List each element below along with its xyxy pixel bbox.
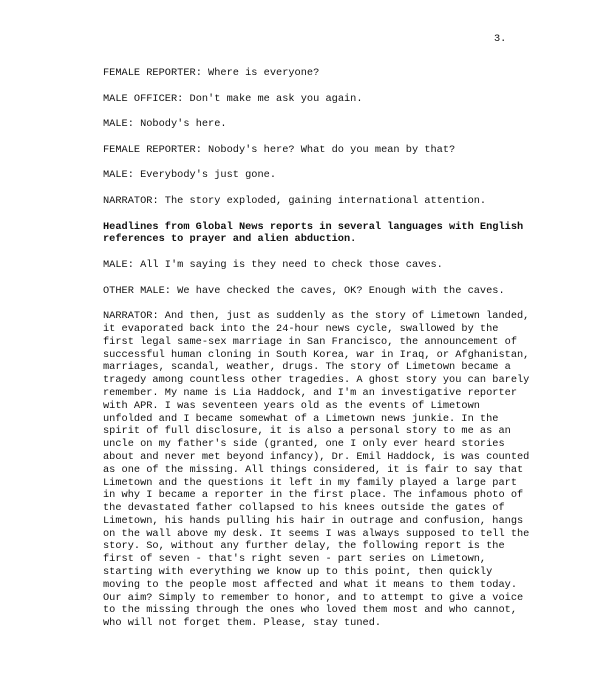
script-body [103, 67, 533, 630]
speaker-name: NARRATOR : [103, 195, 165, 207]
dialogue-line [103, 169, 533, 182]
dialogue-text: Where is everyone? [208, 67, 320, 79]
speaker-name: MALE OFFICER : [103, 93, 190, 105]
dialogue-text: Don't make me ask you again. [189, 92, 363, 105]
speaker-name: MALE : [103, 118, 140, 130]
dialogue-line [103, 67, 533, 80]
stage-direction: Headlines from Global News reports in several languages with English references to prayer and alien abduction. [103, 220, 524, 246]
speaker-name: NARRATOR : [103, 310, 165, 322]
dialogue-line [103, 259, 533, 272]
dialogue-line [103, 195, 533, 208]
dialogue-text: The story exploded, gaining international attention. [164, 194, 487, 207]
dialogue-text: Everybody's just gone. [140, 169, 277, 182]
dialogue-text: And then, just as suddenly as the story of Limetown landed, it evaporated back into the 24-hour news cycle, swallowed by the first legal same-sex marriage in San Francisco, the announcement of successful human cloning in South Korea, war in Iraq, or Afghanistan, marriages, scandal, weather, drugs. The story of Limetown became a tragedy among countless other tragedies. A ghost story you can barely remember. My name is Lia Haddock, and I'm an investigative reporter with APR. I was seventeen years old as the events of Limetown unfolded and I became somewhat of a Limetown news junkie. In the spirit of full disclosure, it is also a personal story to me as an uncle on my father's side (granted, one I only ever heard stories about and never met beyond infancy), Dr. Emil Haddock, is was counted as one of the missing. All things considered, it is fair to say that Limetown and the questions it left in my family played a large part in why I became a reporter in the first place. The infamous photo of the devastated father collapsed to his knees outside the gates of Limetown, his hands pulling his hair in outrage and confusion, hangs on the wall above my desk. It seems I was always supposed to tell the story. So, without any further delay, the following report is the first of seven - that's right seven - part series on Limetown, starting with everything we know up to this point, then quickly moving to the people most affected and what it means to them today. Our aim? Simply to remember to honor, and to attempt to give a voice to the missing through the ones who loved them most and who cannot, who will not forget them. Please, stay tuned. [103, 310, 530, 630]
narration-paragraph [103, 310, 533, 630]
dialogue-line [103, 285, 533, 298]
page-number: 3. [494, 33, 507, 45]
dialogue-line [103, 144, 533, 157]
dialogue-text: All I'm saying is they need to check those caves. [140, 258, 443, 271]
speaker-name: OTHER MALE : [103, 285, 177, 297]
dialogue-text: We have checked the caves, OK? Enough with the caves. [177, 284, 505, 297]
dialogue-text: Nobody's here? What do you mean by that? [208, 143, 456, 156]
speaker-name: MALE : [103, 169, 140, 181]
speaker-name: FEMALE REPORTER : [103, 67, 208, 79]
speaker-name: FEMALE REPORTER : [103, 144, 208, 156]
speaker-name: MALE : [103, 259, 140, 271]
dialogue-text: Nobody's here. [140, 118, 227, 131]
dialogue-line [103, 118, 533, 131]
dialogue-line [103, 93, 533, 106]
